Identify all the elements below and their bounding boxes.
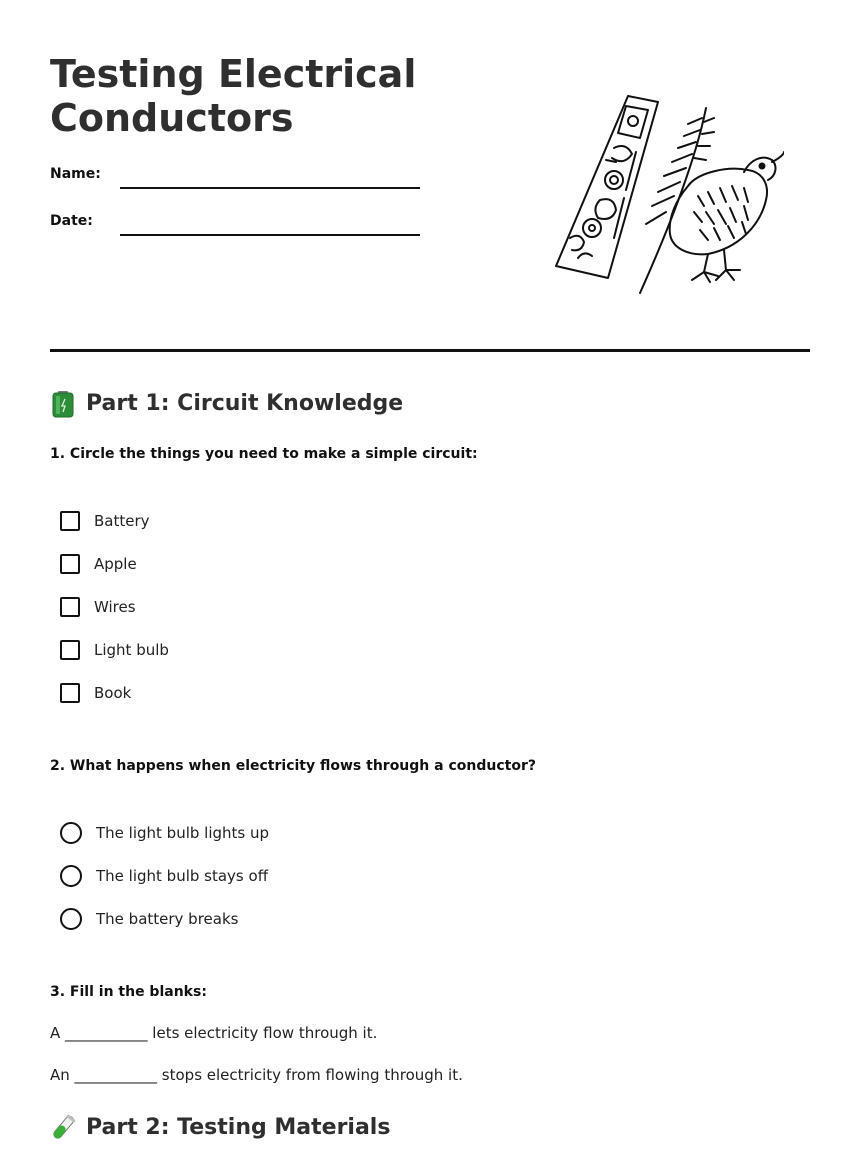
part2-heading: [50, 1114, 390, 1142]
q1-option-wires[interactable]: [60, 597, 136, 617]
checkbox[interactable]: [60, 511, 80, 531]
q1-option-battery[interactable]: [60, 511, 150, 531]
checkbox[interactable]: [60, 683, 80, 703]
question-1: 1. Circle the things you need to make a simple circuit:: [50, 446, 478, 462]
fill-blank-insulator[interactable]: An ___________ stops electricity from flowing through it.: [50, 1066, 463, 1084]
option-label: Wires: [94, 598, 136, 616]
header-divider: [50, 349, 810, 352]
q1-option-light-bulb[interactable]: [60, 640, 169, 660]
fill-blank-conductor[interactable]: A ___________ lets electricity flow through it.: [50, 1024, 378, 1042]
option-label: Light bulb: [94, 641, 169, 659]
q2-option-stays-off[interactable]: [60, 865, 268, 887]
question-2: 2. What happens when electricity flows through a conductor?: [50, 758, 536, 774]
q1-option-book[interactable]: [60, 683, 131, 703]
option-label: The light bulb lights up: [96, 824, 270, 842]
name-field[interactable]: [120, 187, 420, 189]
option-label: Book: [94, 684, 132, 702]
part1-heading: [50, 390, 403, 418]
question-3: 3. Fill in the blanks:: [50, 984, 207, 1000]
radio-button[interactable]: [60, 908, 82, 930]
page-title: Testing Electrical Conductors: [50, 52, 417, 140]
name-label: Name:: [50, 166, 101, 182]
part2-heading-text: Part 2: Testing Materials: [86, 1115, 391, 1140]
q2-option-lights-up[interactable]: [60, 822, 269, 844]
part1-heading-text: Part 1: Circuit Knowledge: [86, 391, 404, 416]
checkbox[interactable]: [60, 640, 80, 660]
option-label: Battery: [94, 512, 150, 530]
test-tube-icon: [50, 1114, 76, 1142]
battery-icon: [50, 390, 76, 418]
date-label: Date:: [50, 213, 93, 229]
radio-button[interactable]: [60, 865, 82, 887]
q1-option-apple[interactable]: [60, 554, 137, 574]
q2-option-battery-breaks[interactable]: [60, 908, 238, 930]
kiwi-bird-fern-carving-illustration: [548, 88, 784, 298]
option-label: The battery breaks: [96, 910, 239, 928]
checkbox[interactable]: [60, 554, 80, 574]
option-label: The light bulb stays off: [96, 867, 269, 885]
option-label: Apple: [94, 555, 137, 573]
checkbox[interactable]: [60, 597, 80, 617]
date-field[interactable]: [120, 234, 420, 236]
radio-button[interactable]: [60, 822, 82, 844]
